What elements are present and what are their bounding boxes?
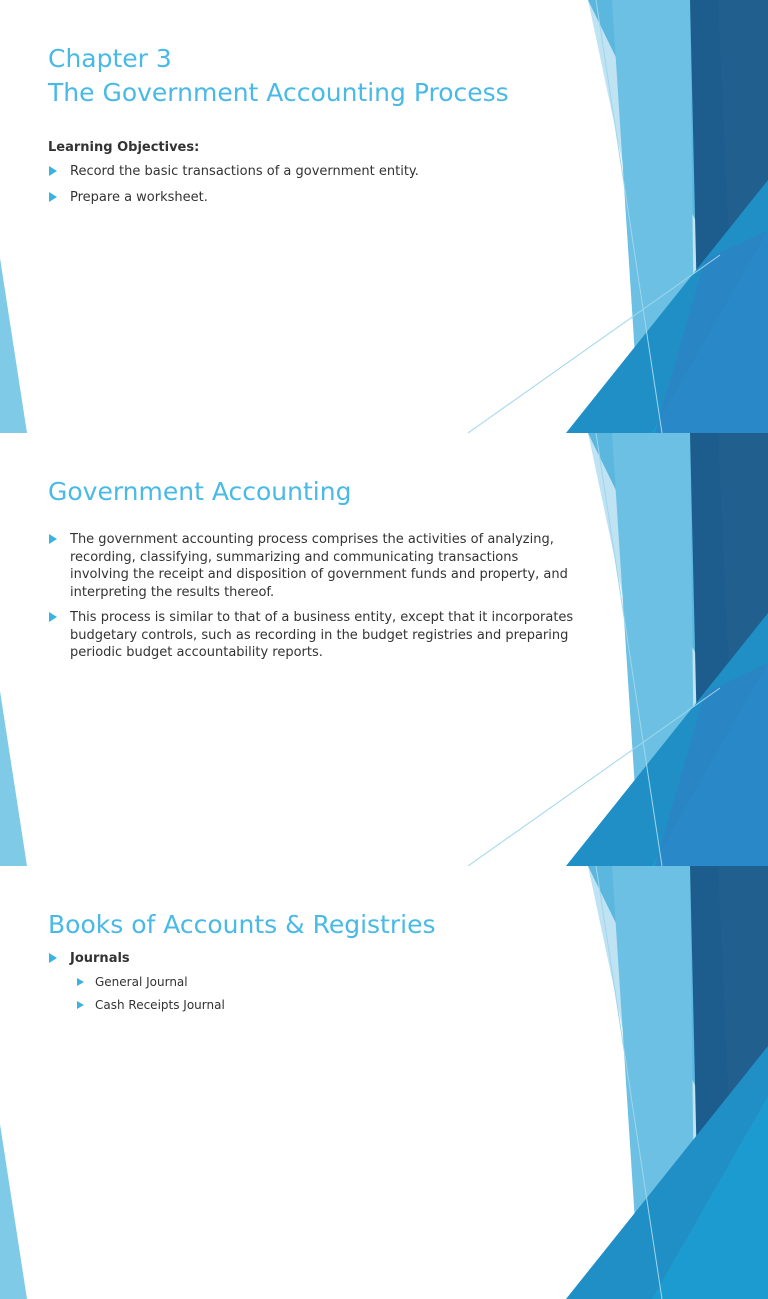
bullet-item: This process is similar to that of a business entity, except that it incorporates budgetary controls, such as recording in the budget registries and preparing periodic budget accountability reports. <box>48 609 578 662</box>
bullet-triangle-icon <box>49 166 57 176</box>
bullet-triangle-icon <box>77 1001 84 1009</box>
slide-government-accounting <box>0 433 768 866</box>
bullet-triangle-icon <box>49 192 57 202</box>
title-line-1: Chapter 3 <box>48 44 172 73</box>
bullet-triangle-icon <box>49 534 57 544</box>
bullet-item: The government accounting process comprises the activities of analyzing, recording, classifying, summarizing and communicating transactions involving the receipt and disposition of government funds and property, and interpreting the results thereof. <box>48 531 578 601</box>
bullet-triangle-icon <box>77 978 84 986</box>
slide-books-of-accounts <box>0 866 768 1299</box>
objective-item: Record the basic transactions of a government entity. <box>48 163 578 181</box>
bullet-item-journals: Journals <box>48 950 578 968</box>
slide-chapter-3 <box>0 0 768 433</box>
bullet-triangle-icon <box>49 953 57 963</box>
slide-title: Books of Accounts & Registries <box>48 910 436 939</box>
objective-item: Prepare a worksheet. <box>48 189 578 207</box>
bullet-triangle-icon <box>49 612 57 622</box>
slide-title: Government Accounting <box>48 477 352 506</box>
sub-bullet-item: Cash Receipts Journal <box>48 997 578 1015</box>
learning-objectives-heading: Learning Objectives: <box>48 140 200 155</box>
sub-bullet-item: General Journal <box>48 974 578 992</box>
title-line-2: The Government Accounting Process <box>48 78 509 107</box>
slide-title <box>48 42 578 110</box>
